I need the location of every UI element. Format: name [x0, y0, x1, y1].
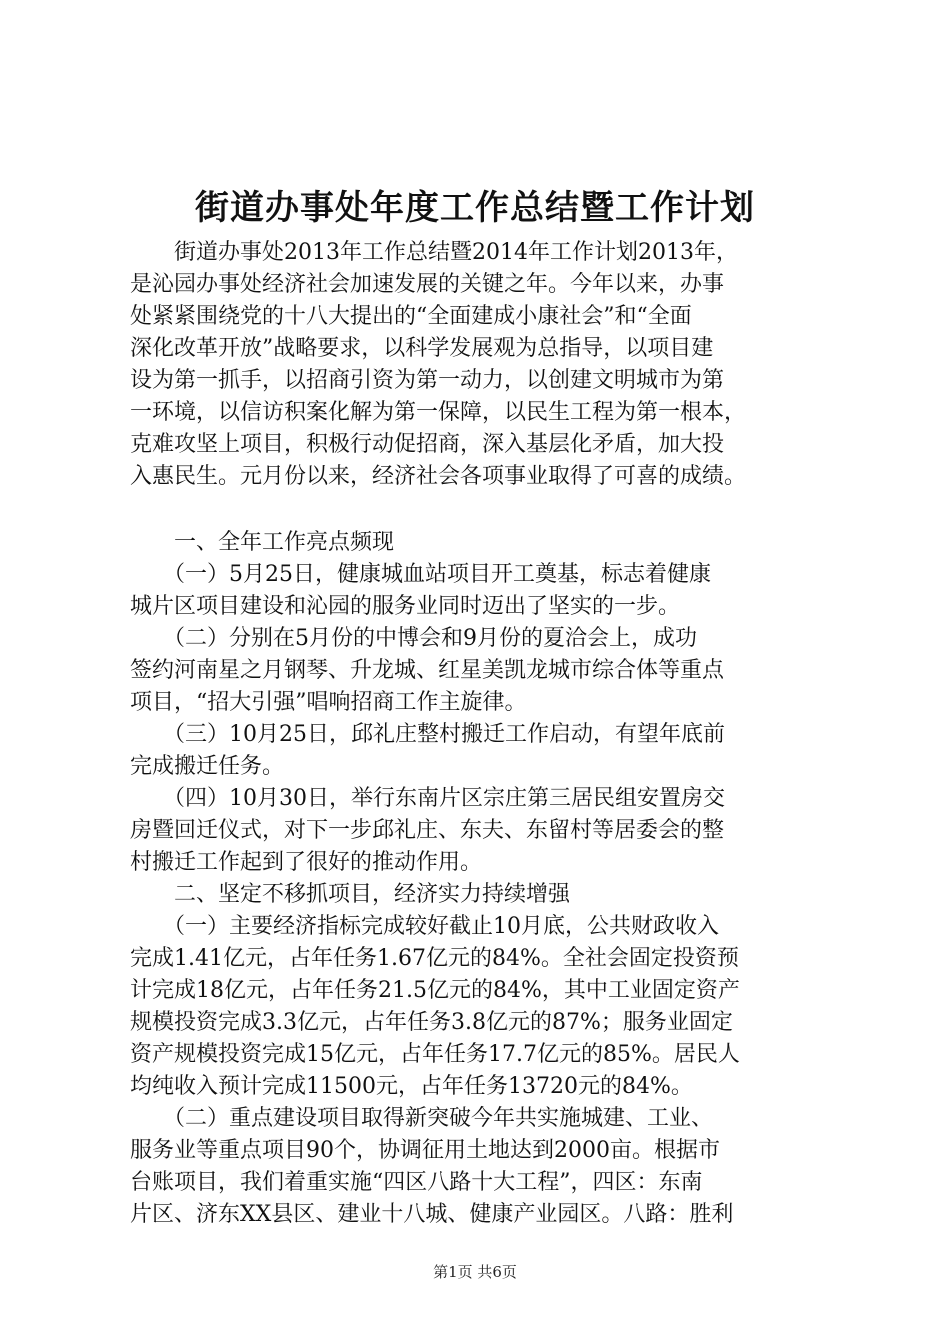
text-line: 签约河南星之月钢琴、升龙城、红星美凯龙城市综合体等重点	[130, 658, 725, 683]
text-line: （一）主要经济指标完成较好截止10月底，公共财政收入	[130, 914, 719, 939]
text-line: 服务业等重点项目90个，协调征用土地达到2000亩。根据市	[130, 1138, 720, 1163]
text-line: 均纯收入预计完成11500元，占年任务13720元的84%。	[130, 1074, 693, 1099]
text-line: 完成1.41亿元，占年任务1.67亿元的84%。全社会固定投资预	[130, 946, 739, 971]
text-line: 计完成18亿元，占年任务21.5亿元的84%，其中工业固定资产	[130, 978, 740, 1003]
text-line: 街道办事处2013年工作总结暨2014年工作计划2013年，	[130, 240, 738, 265]
text-line: 设为第一抓手，以招商引资为第一动力，以创建文明城市为第	[130, 368, 725, 393]
text-line: （二）分别在5月份的中博会和9月份的夏洽会上，成功	[130, 626, 697, 651]
text-line: （二）重点建设项目取得新突破今年共实施城建、工业、	[130, 1106, 714, 1131]
text-line: 村搬迁工作起到了很好的推动作用。	[130, 850, 483, 875]
text-line: 台账项目，我们着重实施“四区八路十大工程”，四区：东南	[130, 1170, 703, 1195]
text-line: 克难攻坚上项目，积极行动促招商，深入基层化矛盾，加大投	[130, 432, 725, 457]
document-title: 街道办事处年度工作总结暨工作计划	[195, 188, 755, 228]
document-body	[130, 237, 835, 1231]
text-line: 入惠民生。元月份以来，经济社会各项事业取得了可喜的成绩。	[130, 464, 747, 489]
text-line: （四）10月30日，举行东南片区宗庄第三居民组安置房交	[130, 786, 725, 811]
text-line: 处紧紧围绕党的十八大提出的“全面建成小康社会”和“全面	[130, 304, 692, 329]
text-line: （一）5月25日，健康城血站项目开工奠基，标志着健康	[130, 562, 711, 587]
page-footer: 第1页 共6页	[433, 1263, 517, 1281]
text-line: 一环境，以信访积案化解为第一保障，以民生工程为第一根本，	[130, 400, 747, 425]
text-line: （三）10月25日，邱礼庄整村搬迁工作启动，有望年底前	[130, 722, 725, 747]
text-line: 规模投资完成3.3亿元，占年任务3.8亿元的87%；服务业固定	[130, 1010, 733, 1035]
text-line: 完成搬迁任务。	[130, 754, 285, 779]
text-line: 一、全年工作亮点频现	[130, 530, 395, 555]
text-line: 是沁园办事处经济社会加速发展的关键之年。今年以来，办事	[130, 272, 725, 297]
text-line: 房暨回迁仪式，对下一步邱礼庄、东夫、东留村等居委会的整	[130, 818, 725, 843]
text-line: 城片区项目建设和沁园的服务业同时迈出了坚实的一步。	[130, 594, 681, 619]
text-line: 项目，“招大引强”唱响招商工作主旋律。	[130, 690, 527, 715]
text-line: 片区、济东XX县区、建业十八城、健康产业园区。八路：胜利	[130, 1202, 734, 1227]
paragraph-gap	[130, 493, 835, 527]
text-line: 二、坚定不移抓项目，经济实力持续增强	[130, 882, 571, 907]
text-line: 资产规模投资完成15亿元，占年任务17.7亿元的85%。居民人	[130, 1042, 740, 1067]
text-line: 深化改革开放”战略要求，以科学发展观为总指导，以项目建	[130, 336, 714, 361]
